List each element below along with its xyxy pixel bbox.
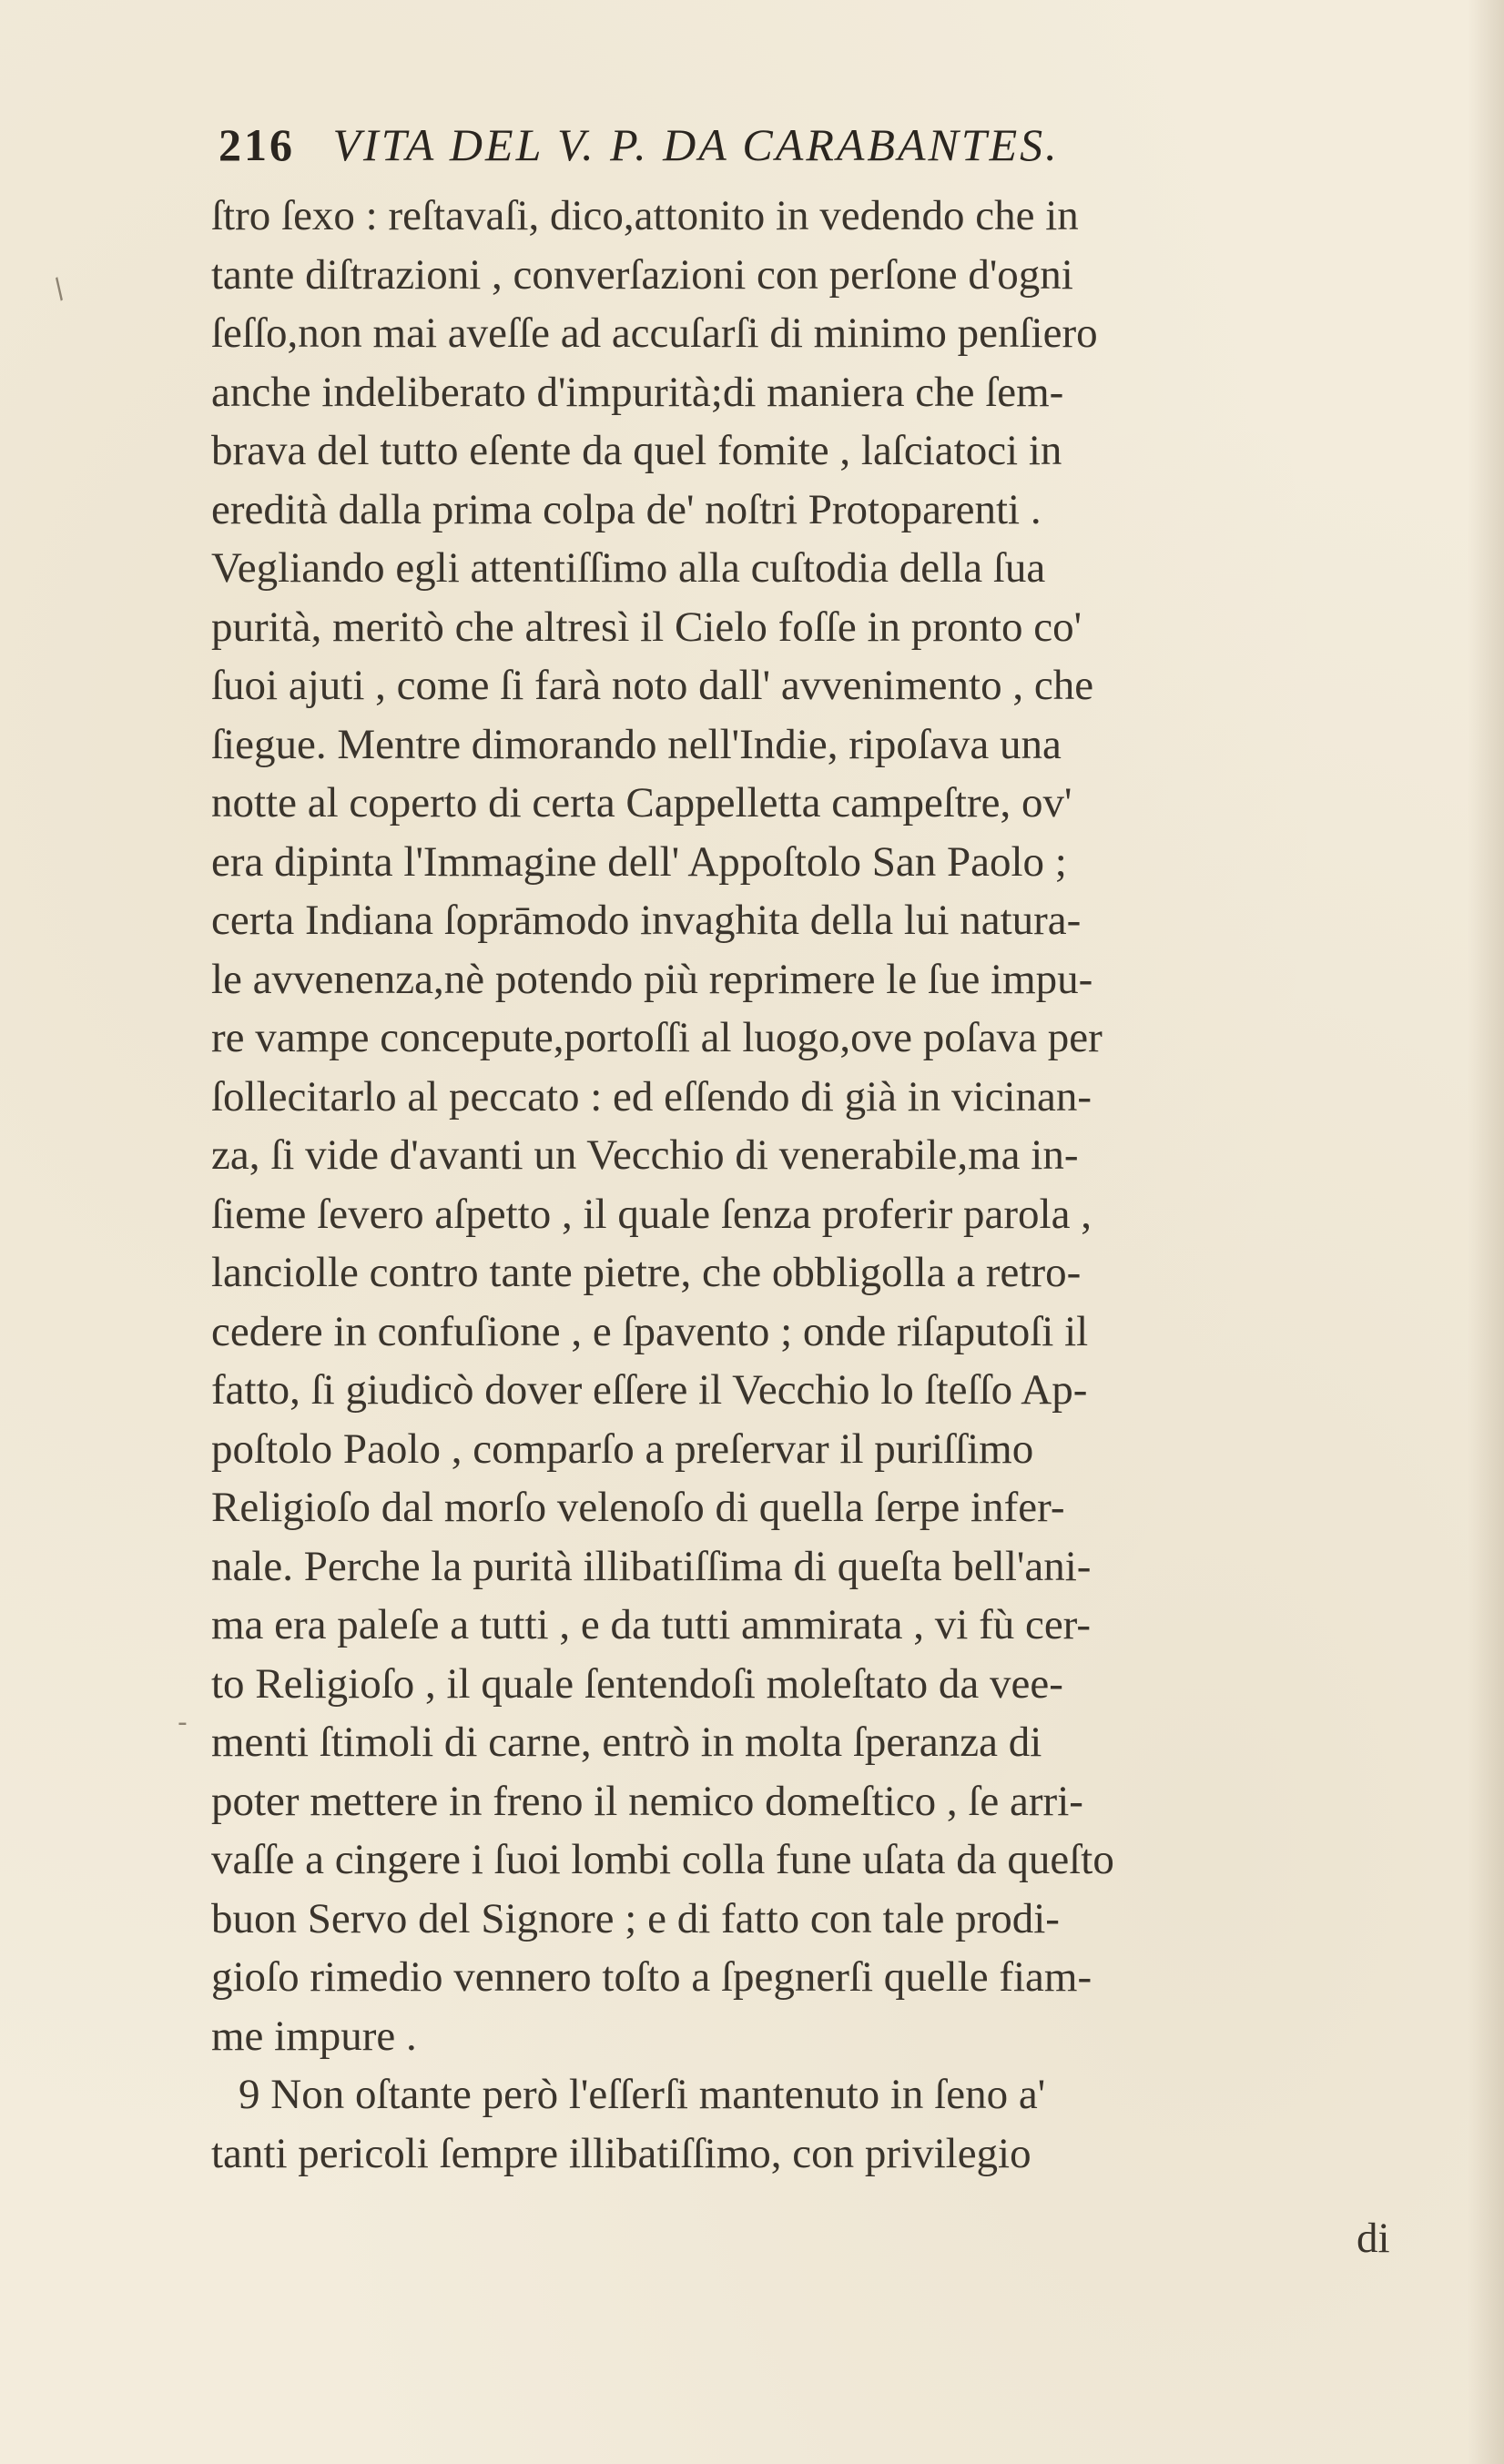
text-line: ma era paleſe a tutti , e da tutti ammirata , vi fù cer- xyxy=(211,1601,1092,1648)
text-line: lanciolle contro tante pietre, che obbligolla a retro- xyxy=(211,1249,1082,1296)
margin-tick-mark: / xyxy=(46,272,72,306)
text-line: poſtolo Paolo , comparſo a preſervar il puriſſimo xyxy=(211,1425,1034,1473)
text-line: era dipinta l'Immagine dell' Appoſtolo San Paolo ; xyxy=(211,837,1067,886)
text-line: me impure . xyxy=(211,2012,417,2060)
text-line: notte al coperto di certa Cappelletta campeſtre, ov' xyxy=(211,779,1072,826)
text-line: Religioſo dal morſo velenoſo di quella ſerpe infer- xyxy=(211,1484,1065,1531)
text-line: eredità dalla prima colpa de' noſtri Protoparenti . xyxy=(211,485,1042,533)
text-line: certa Indiana ſoprāmodo invaghita della lui natura- xyxy=(211,897,1082,944)
text-line: tante diſtrazioni , converſazioni con perſone d'ogni xyxy=(211,250,1073,299)
text-line: to Religioſo , il quale ſentendoſi moleſtato da vee- xyxy=(211,1659,1063,1708)
text-line: menti ſtimoli di carne, entrò in molta ſperanza di xyxy=(211,1719,1042,1766)
text-line: re vampe concepute,portoſſi al luogo,ove poſava per xyxy=(211,1014,1103,1061)
text-line: fatto, ſi giudicò dover eſſere il Vecchio lo ſteſſo Ap- xyxy=(211,1366,1088,1414)
paragraph-start-line: 9 Non oſtante però l'eſſerſi mantenuto in ſeno a' xyxy=(239,2071,1046,2118)
page-gutter-shadow xyxy=(1468,0,1504,2464)
text-line: cedere in confuſione , e ſpavento ; onde riſaputoſi il xyxy=(211,1307,1089,1355)
running-title: VITA DEL V. P. DA CARABANTES. xyxy=(332,119,1060,170)
text-line: poter mettere in freno il nemico domeſtico , ſe arri- xyxy=(211,1777,1083,1825)
text-line: ſiegue. Mentre dimorando nell'Indie, ripoſava una xyxy=(211,720,1062,768)
margin-dash-mark: - xyxy=(178,1707,188,1739)
text-line: za, ſi vide d'avanti un Vecchio di venerabile,ma in- xyxy=(211,1131,1079,1179)
text-line: nale. Perche la purità illibatiſſima di queſta bell'ani- xyxy=(211,1542,1092,1590)
text-line: ſieme ſevero aſpetto , il quale ſenza proferir parola , xyxy=(211,1190,1092,1238)
text-line: ſuoi ajuti , come ſi farà noto dall' avvenimento , che xyxy=(211,662,1094,709)
text-line: le avvenenza,nè potendo più reprimere le ſue impu- xyxy=(211,955,1093,1003)
text-line: vaſſe a cingere i ſuoi lombi colla fune uſata da queſto xyxy=(211,1836,1114,1883)
text-line: ſeſſo,non mai aveſſe ad accuſarſi di minimo penſiero xyxy=(211,309,1098,357)
text-line: gioſo rimedio vennero toſto a ſpegnerſi quelle fiam- xyxy=(211,1953,1092,2001)
text-line: buon Servo del Signore ; e di fatto con tale prodi- xyxy=(211,1894,1060,1942)
text-line: purità, meritò che altresì il Cielo foſſe in pronto co' xyxy=(211,603,1082,651)
catchword: di xyxy=(1357,2215,1390,2262)
text-line: ſollecitarlo al peccato : ed eſſendo di già in vicinan- xyxy=(211,1072,1092,1120)
text-line: anche indeliberato d'impurità;di maniera che ſem- xyxy=(211,368,1064,416)
text-line: tanti pericoli ſempre illibatiſſimo, con privilegio xyxy=(211,2129,1031,2177)
text-line: brava del tutto eſente da quel fomite , laſciatoci in xyxy=(211,427,1062,474)
page-number: 216 xyxy=(218,119,295,170)
body-text xyxy=(211,187,1468,2183)
running-header xyxy=(218,118,1402,191)
text-line: Vegliando egli attentiſſimo alla cuſtodia della ſua xyxy=(211,544,1046,592)
text-line: ſtro ſexo : reſtavaſi, dico,attonito in vedendo che in xyxy=(211,192,1079,239)
